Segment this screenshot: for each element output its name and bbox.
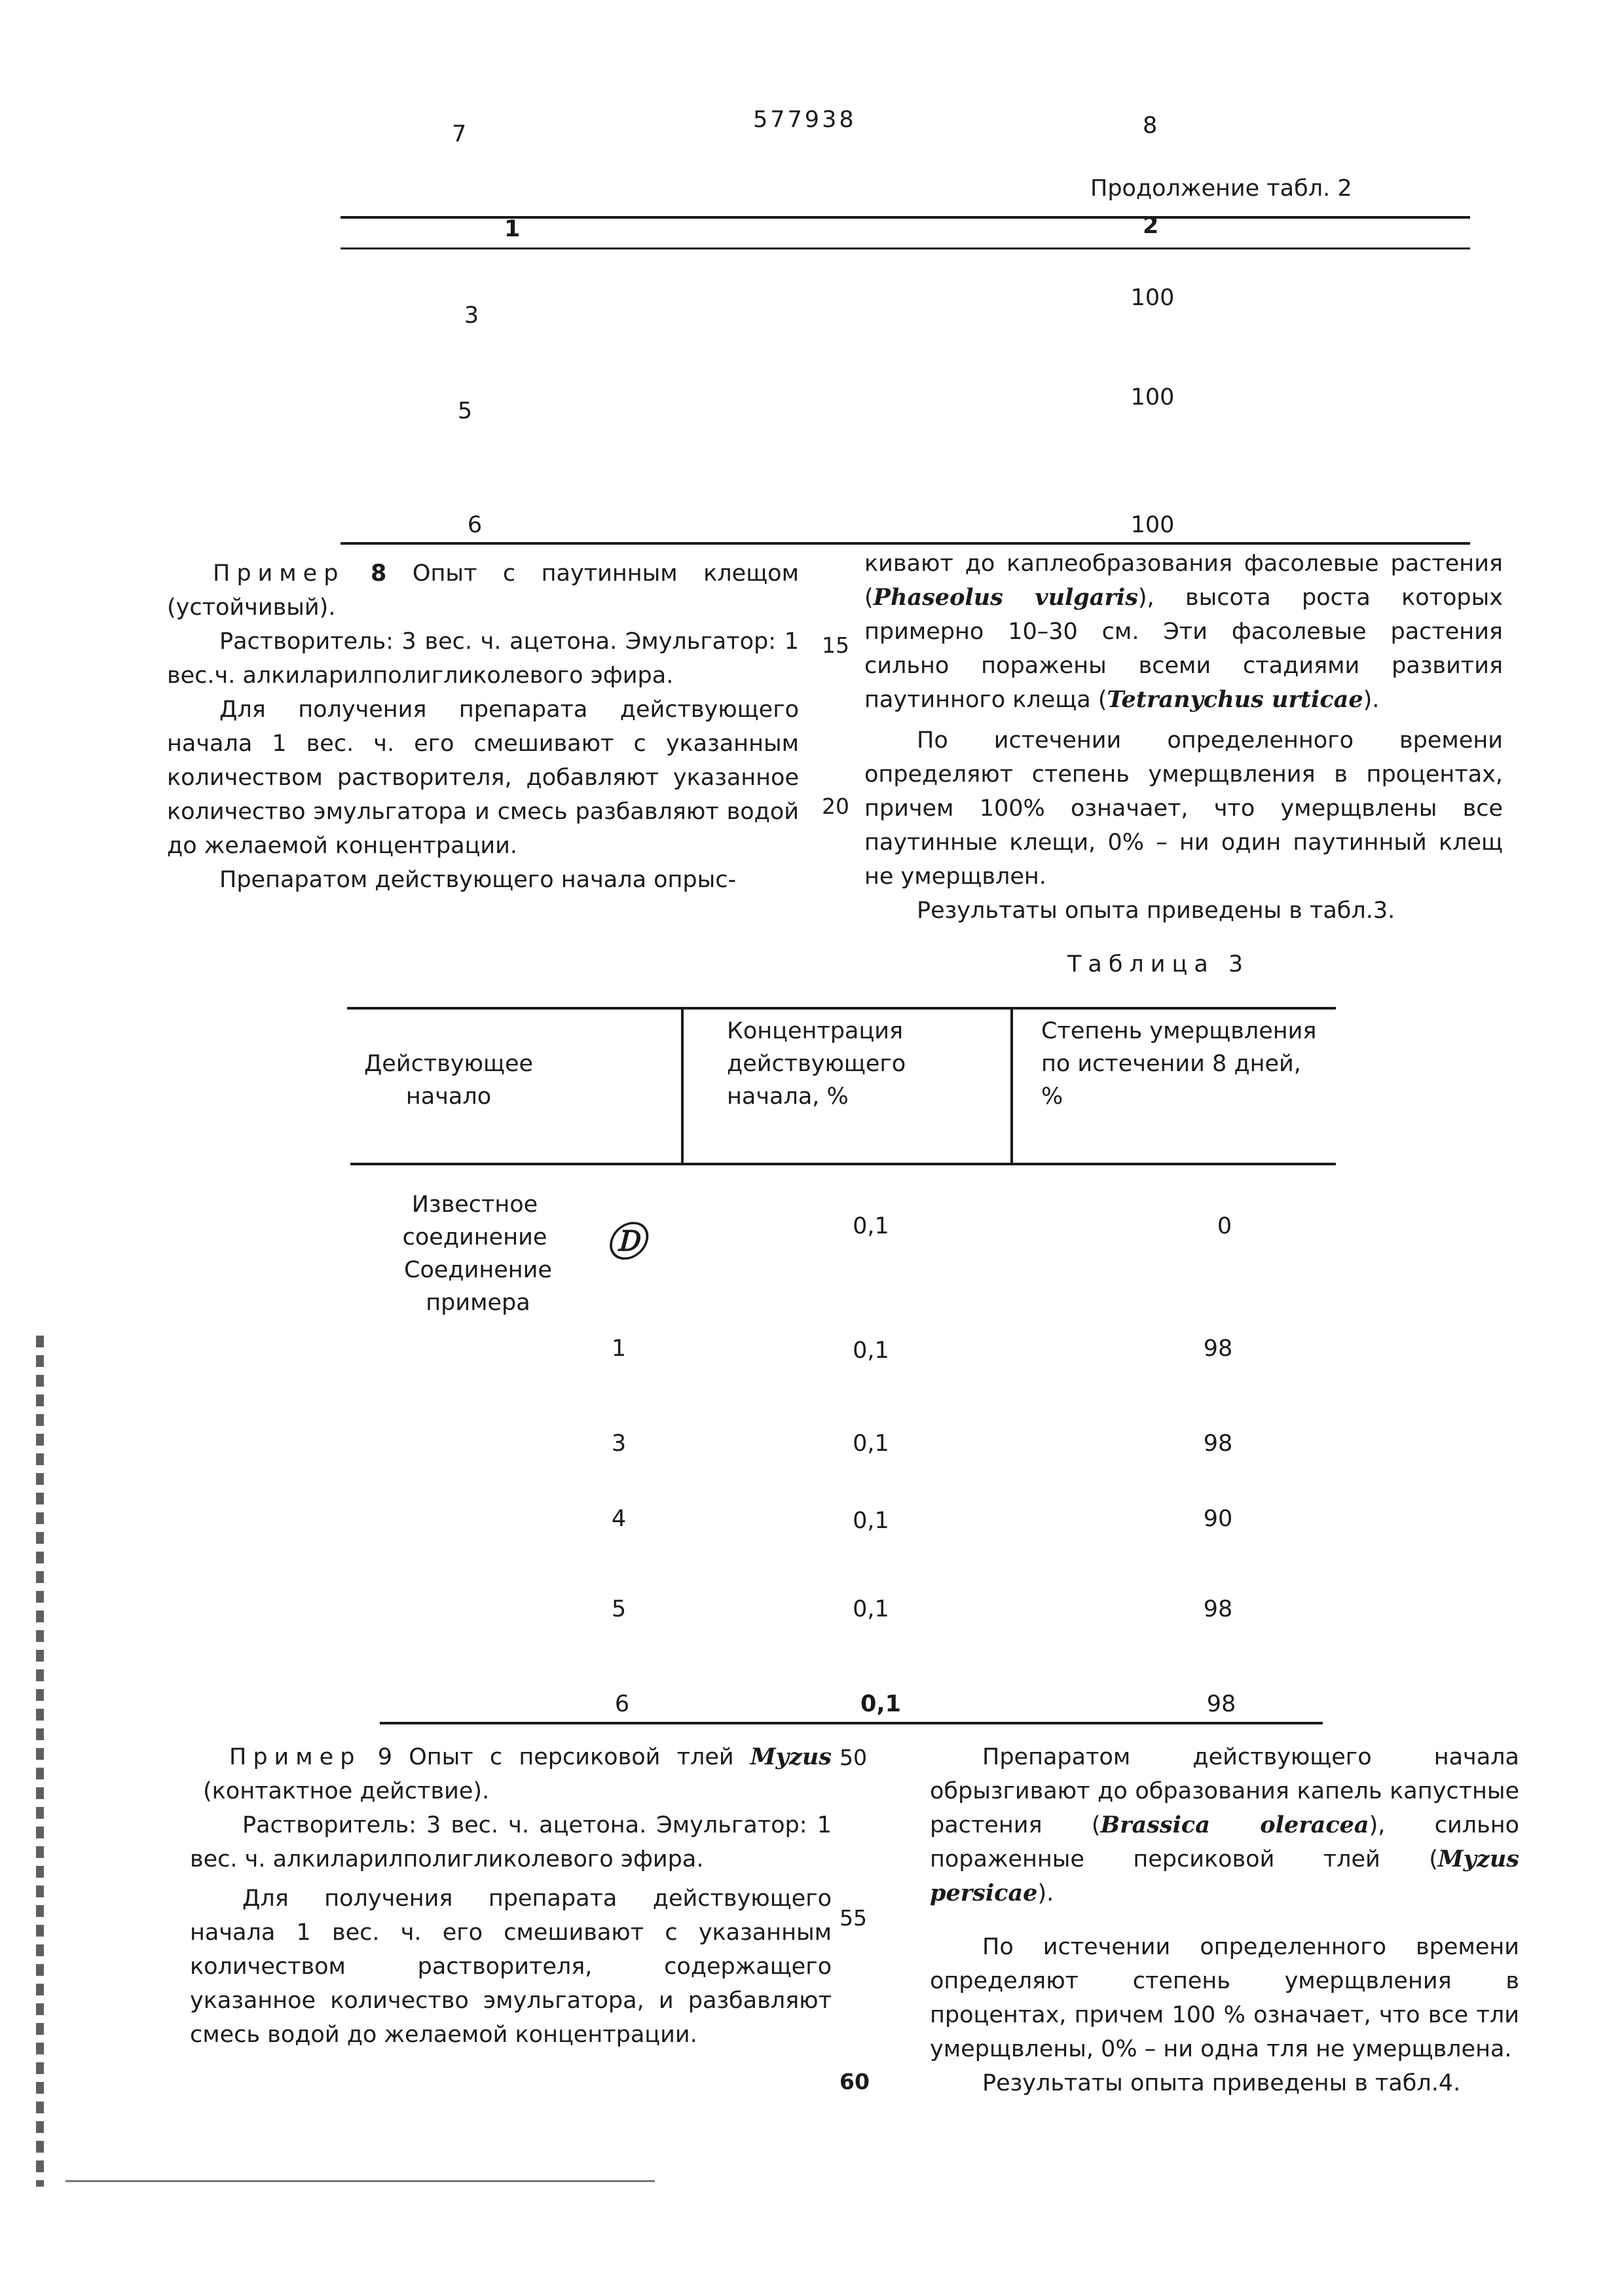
table3-row-concentration: 0,1 xyxy=(853,1430,889,1457)
example9-heading: Пример 9 Опыт с персиковой тлей Myzus (контактное действие). xyxy=(203,1743,832,1804)
table2-row-example: 6 xyxy=(467,512,483,538)
table3-row-example: 1 xyxy=(611,1336,627,1362)
line-number-60: 60 xyxy=(840,2069,870,2094)
patent-number: 577938 xyxy=(753,107,857,133)
scan-margin-marks xyxy=(36,1336,44,2187)
example9-solvent: Растворитель: 3 вес. ч. ацетона. Эмульгатор: 1 вес. ч. алкиларилполигликолевого эфира. xyxy=(190,1812,832,1872)
table2-col2-header: 2 xyxy=(1143,213,1159,239)
table2-header-rule xyxy=(341,247,1470,249)
example8-right-column xyxy=(864,547,1503,928)
table2-col1-header: 1 xyxy=(504,216,521,242)
table3-header-concentration: Концентрация действующего начала, % xyxy=(727,1018,906,1110)
table3-row-mortality: 98 xyxy=(1203,1336,1233,1362)
example9-spray: Препаратом действующего начала обрызгивают до образования капель капустные растения (Brassica oleracea), сильно пораженные персиковой тлей (Myzus persicae). xyxy=(930,1744,1519,1906)
table3-row-concentration: 0,1 xyxy=(853,1338,889,1364)
page-number-left: 7 xyxy=(452,121,467,147)
example8-left-column xyxy=(167,556,799,897)
table2-row-value: 100 xyxy=(1130,285,1175,311)
table3-row-concentration: 0,1 xyxy=(860,1691,901,1717)
example9-results-ref: Результаты опыта приведены в табл.4. xyxy=(982,2070,1461,2096)
table2-row-example: 5 xyxy=(457,398,473,424)
example8-preparation: Для получения препарата действующего начала 1 вес. ч. его смешивают с указанным количеством растворителя, добавляют указанное количество эмульгатора и смесь разбавляют водой до желаемой концентрации. xyxy=(167,697,799,859)
table3-top-rule xyxy=(347,1007,1336,1010)
table3-header-rule xyxy=(350,1163,1336,1165)
example9-left-column xyxy=(190,1740,832,2052)
table3-row-mortality: 98 xyxy=(1203,1596,1233,1622)
table2-bottom-rule xyxy=(341,542,1470,545)
table3-row-example: 3 xyxy=(611,1430,627,1457)
table2-caption: Продолжение табл. 2 xyxy=(1090,175,1352,202)
table2-row-value: 100 xyxy=(1130,384,1175,410)
table3-row-mortality: 98 xyxy=(1206,1691,1236,1717)
table3-bottom-rule xyxy=(380,1722,1323,1724)
example9-right-column xyxy=(930,1740,1519,2100)
line-number-15: 15 xyxy=(822,632,849,658)
example8-evaluation: По истечении определенного времени определяют степень умерщвления в процентах, причем 100% означает, что умерщвлены все паутинные клещи, 0% – ни один паутинный клещ не умерщвлен. xyxy=(864,727,1503,890)
latin-name: Brassica oleracea xyxy=(1100,1812,1369,1838)
example8-results-ref: Результаты опыта приведены в табл.3. xyxy=(917,898,1395,924)
example8-continuation: кивают до каплеобразования фасолевые растения (Phaseolus vulgaris), высота роста которых примерно 10–30 см. Эти фасолевые растения сильно поражены всеми стадиями развития паутинного клеща (Tetranychus urticae). xyxy=(864,551,1503,713)
latin-name: Myzus persicae xyxy=(930,1846,1519,1906)
table3-row-mortality: 98 xyxy=(1203,1430,1233,1457)
example8-solvent: Растворитель: 3 вес. ч. ацетона. Эмульгатор: 1 вес.ч. алкиларилполигликолевого эфира. xyxy=(167,629,799,689)
table3-known-mortality: 0 xyxy=(1217,1213,1232,1239)
table3-example-compound-label: Соединение примера xyxy=(404,1257,552,1316)
table2-row-value: 100 xyxy=(1130,512,1175,538)
table3-title: Таблица 3 xyxy=(1067,951,1250,977)
table3-known-compound-label: Известное соединение xyxy=(402,1192,547,1250)
table3-header-substance: Действующее начало xyxy=(363,1051,534,1110)
scan-bottom-rule xyxy=(65,2180,655,2182)
table3-known-concentration: 0,1 xyxy=(853,1213,889,1239)
example9-preparation: Для получения препарата действующего начала 1 вес. ч. его смешивают с указанным количеством растворителя, содержащего указанное количество эмульгатора, и разбавляют смесь водой до желаемой концентрации. xyxy=(190,1886,832,2048)
latin-name: Tetranychus urticae xyxy=(1107,686,1363,713)
table3-row-example: 6 xyxy=(614,1691,630,1717)
example8-heading: Пример 8 Опыт с паутинным клещом (устойчивый). xyxy=(167,560,799,621)
line-number-55: 55 xyxy=(840,1905,867,1931)
table3-row-example: 5 xyxy=(611,1596,627,1622)
known-compound-mark: Ⓓ xyxy=(606,1220,645,1266)
example8-spray: Препаратом действующего начала опрыс- xyxy=(219,867,737,893)
table3-row-mortality: 90 xyxy=(1203,1506,1233,1532)
table3-col-divider-1 xyxy=(681,1007,684,1164)
latin-name: Phaseolus vulgaris xyxy=(873,584,1138,611)
table3-row-concentration: 0,1 xyxy=(853,1596,889,1622)
table2-row-example: 3 xyxy=(464,302,479,329)
latin-name: Myzus xyxy=(750,1743,832,1770)
table3-row-example: 4 xyxy=(611,1506,627,1532)
table3-row-concentration: 0,1 xyxy=(853,1508,889,1534)
table3-col-divider-2 xyxy=(1010,1007,1013,1164)
example9-evaluation: По истечении определенного времени определяют степень умерщвления в процентах, причем 100 % означает, что все тли умерщвлены, 0% – ни одна тля не умерщвлена. xyxy=(930,1934,1519,2062)
page-number-right: 8 xyxy=(1143,113,1158,139)
table3-header-mortality: Степень умерщвления по истечении 8 дней, % xyxy=(1041,1018,1317,1110)
line-number-50: 50 xyxy=(840,1745,867,1770)
line-number-20: 20 xyxy=(822,793,849,819)
